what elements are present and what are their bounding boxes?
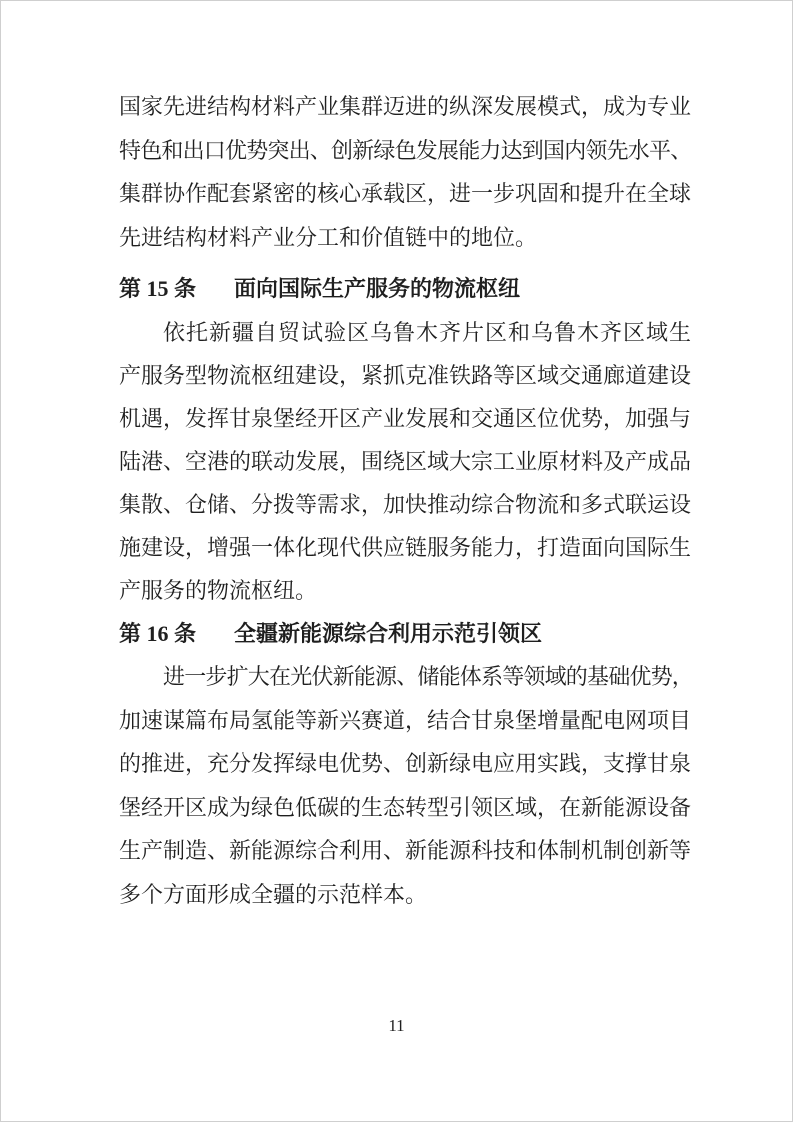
text-line: 依托新疆自贸试验区乌鲁木齐片区和乌鲁木齐区域生 <box>163 319 691 345</box>
text-line: 进一步扩大在光伏新能源、储能体系等领域的基础优势， <box>163 664 694 689</box>
text-line: 的推进，充分发挥绿电优势、创新绿电应用实践，支撑甘泉 <box>119 751 692 776</box>
text-line: 产服务的物流枢纽。 <box>119 577 318 603</box>
text-line: 产服务型物流枢纽建设，紧抓克准铁路等区域交通廊道建设 <box>119 362 692 388</box>
paragraph-continuation <box>119 85 691 259</box>
text-line: 生产制造、新能源综合利用、新能源科技和体制机制创新等 <box>119 838 692 863</box>
text-line: 先进结构材料产业分工和价值链中的地位。 <box>119 224 538 250</box>
paragraph-article-15 <box>119 311 691 612</box>
paragraph-article-16 <box>119 655 694 916</box>
text-line: 堡经开区成为绿色低碳的生态转型引领区域，在新能源设备 <box>119 794 692 820</box>
article-15-number: 第 15 条 <box>119 276 197 301</box>
article-15-title: 面向国际生产服务的物流枢纽 <box>234 276 521 301</box>
text-line: 集群协作配套紧密的核心承载区，进一步巩固和提升在全球 <box>119 181 692 206</box>
text-line: 加速谋篇布局氢能等新兴赛道，结合甘泉堡增量配电网项目 <box>119 707 692 733</box>
article-16-heading <box>119 612 691 656</box>
text-line: 多个方面形成全疆的示范样本。 <box>119 881 428 907</box>
text-line: 陆港、空港的联动发展，围绕区域大宗工业原材料及产成品 <box>119 448 692 474</box>
text-line: 国家先进结构材料产业集群迈进的纵深发展模式，成为专业 <box>119 94 692 119</box>
article-15-heading <box>119 267 691 311</box>
article-16-number: 第 16 条 <box>119 620 197 646</box>
text-line: 机遇，发挥甘泉堡经开区产业发展和交通区位优势，加强与 <box>119 405 692 431</box>
page-content <box>119 85 694 916</box>
article-16-title: 全疆新能源综合利用示范引领区 <box>234 620 543 646</box>
text-line: 施建设，增强一体化现代供应链服务能力，打造面向国际生 <box>119 534 692 560</box>
page-footer <box>1 1016 792 1036</box>
page-number: 11 <box>388 1016 405 1035</box>
text-line: 集散、仓储、分拨等需求，加快推动综合物流和多式联运设 <box>119 491 692 517</box>
text-line: 特色和出口优势突出、创新绿色发展能力达到国内领先水平、 <box>119 137 692 163</box>
